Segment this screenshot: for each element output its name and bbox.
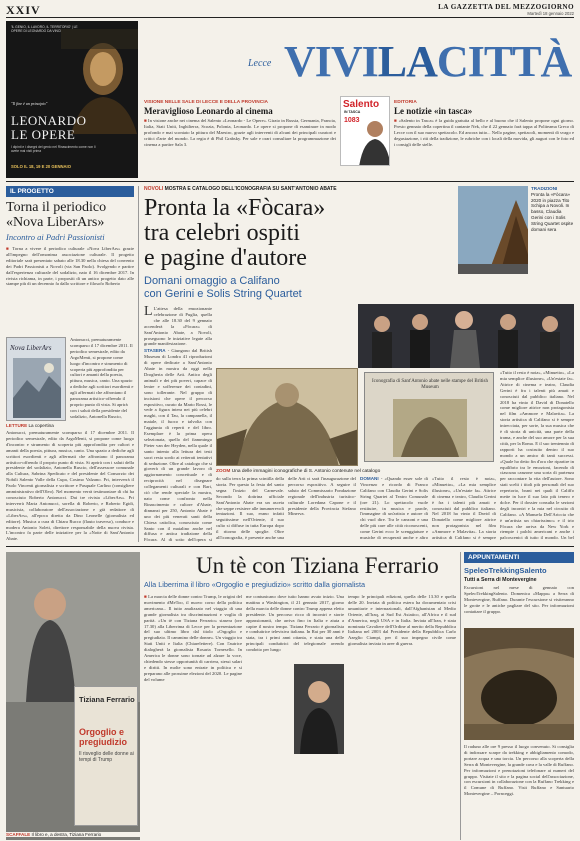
ferrario-portrait-illustration [294,664,344,754]
box-editoria-kicker: EDITORIA [394,100,417,105]
left-body-2: Antonucci, prematuramente scomparso il 17 dicembre 2011. Il periodico semestrale, edito da ArgoMenti, si propone come luogo d'incontro e strumento di scoperta più approfondita per cultori e amanti della poesia, pittura, musica, canto. Una spazio a dediche agli scrittori esordienti e agli affermati che affrontano il panorama artistico-offrendo il proprio punto di vista. Si aprirà con i saluti della presidente del sodalizio, Antonella Ruscio, dell'assessore comunale alla Cultura, Sabrina Spedicato e del presidente del Consorzio dei Nobili Salento Valle della Cupa, Cosimo Valzano. Pri, interverrà il Paolo Vincenti giornalista e scrittore e Pasquale Carlino (consigliere amministrativo dell'Oleo). Nel momento verrà testimoniare di chi ha conosciuto Roberto Antonucci. Dai tre rivista «LiberArs». Pri interverrà Maria Antonucci, sorella di Roberto, e Roberto Egidi, musicista, collaboratore dell'associazione e già redattore di «LiberArs», all'epoca diretta da Dino Leonelle (giornalista ed editore). Musica a cura di Chiara Rucco (flauto traverso), conduce e modera Antonio Soleti, direttore responsabile della nuova rivista. L'incontro fa parte delle iniziative per la «Notte di Sant'Antonio Abate. [6,430,134,542]
liberars-cover [6,337,66,421]
section-city: Lecce [248,58,272,69]
section-title-text: VIVILACITTÀ [284,37,572,86]
catalog-book [364,372,494,462]
ad-small-text: I dipinti e i disegni del genio nel Rinascimento come non li avete mai visti prima [11,145,96,153]
book-title: Orgoglio e pregiudizio [79,727,127,747]
photo-caption: ZOOM Una delle immagini iconografiche di S. Antonio contenute nel catalogo [216,469,381,474]
main-col-3: DOMANI - «Quando esser sole di Vincenzo e ricordo di Franco Califano con Claudia Gerini e Solis String Quartet al Teatro Comunale (ore 21). Lo spettacolo vuole restituire, in musica e parole, l'immagine di un'artista e autore di chi vuol dire. Tra le canzoni e una delle più care alle città riconoscenti, come Gerini ecco le scenggiature e musiche di recuperati anche e altro [360,476,428,541]
appointments-subtitle: Tutti a Serra di Montevergine [464,577,537,583]
singer-photo [359,117,390,166]
main-col-2: do sulla terra la prima scintilla della storia. Per questo la festa del santo segna l'inizio del Carnevale. Secondo la dottrina ufficiale Sant'Antonio Abate era un asceta che seppe resistere alle innumerevoli tentazioni. Il suo, erano infatti seguitissime nell'Oriente, il suo culto si diffuse in tutta Europa dopo il ritorno delle spoglie. Oltre all'iconografia, è presente anche una [216,476,284,541]
book-author: Tiziana Ferrario [79,695,135,704]
date-line: Martedì 18 gennaio 2022 [527,11,574,16]
appointments-label: APPUNTAMENTI [464,552,574,563]
ad-quote: "Il fine è un principio" [11,101,48,106]
main-deck: Domani omaggio a Califano con Gerini e Solis String Quartet [144,275,302,300]
engraving-photo [216,368,358,466]
box-cinema-body: ■ In visione anche nei cinema del Salento «Leonardo - Le Opere». Girato in Russia, Germania, Francia, Italia, Stati Uniti, Inghilterra, Scozia, Polonia, Leonardo. Le opere si propone di esaminare in modo profondo e mai scontato la pittura del Maestro, grazie agli interventi di alcuni dei principali curatori e critici d'arte del mondo. La regia è di Phil Grabsky. Per sale e orari consultare la programmazione dei cinema a partire Sala 3. [144,118,336,147]
box-editoria-headline: Le notizie «in tasca» [394,106,473,116]
liberars-cover-art [13,358,61,418]
gerini-quartet-illustration [358,304,574,368]
gerini-photo [358,304,574,368]
ferrario-col-3: tempo le principali edizioni, quella delle 13.30 e quella delle 20. Inviata di politica estera ha documentato crisi umanitarie e internazionali, dall'Afghanistan al Medio Oriente, all'Iraq, ai Sud Est Asiatico, all'Africa e il sud d'America, negli USA e in Italia. Inviata all'Iran, è stata nominata Cavaliere dell'Ordine al merito della Repubblica Italiana nel 2003 dal Presidente della Repubblica Carlo Azeglio Ciampi, per il suo impegno civile come giornalista inviata in aree di guerra. [348,594,456,647]
ferrario-deck: Alla Liberrima il libro «Orgoglio e pregiudizio» scritto dalla giornalista [144,580,366,589]
leonardo-ad [6,21,138,178]
box-cinema-kicker: VISIONE NELLE SALE DI LECCE E DELLA PROVINCIA [144,100,269,105]
magazine-logo-sub: IN TASCA [344,110,361,114]
magazine-number: 1083 [344,117,360,124]
main-headline: Pronta la «Fòcara» tra celebri ospiti e pagine d'autore [144,195,326,271]
magazine-cover [340,96,390,166]
liberars-cover-title: Nova LiberArs [10,344,52,352]
ferrario-portrait [294,664,344,754]
masthead [6,3,574,17]
book-subtitle: Il risveglio delle donne ai tempi di Trump [79,751,134,763]
middle-divider [6,546,574,547]
ad-title-2: LE OPERE [11,127,76,142]
paper-name: LA GAZZETTA DEL MEZZOGIORNO [438,3,574,11]
masthead-rule [6,17,574,18]
main-col-1: L L'attesa della emozionante celebrazione di Puglia, quella che alle 18.30 del 9 gennaio accenderà la «Fòcara» di Sant'Antonio Abate, a Novoli, proseguono le iniziative legate alla grande manifestazione. STASERA - Giungono dal British Museum di Londra 41 riproduzioni di opere dedicate a Sant'Antonio Abate in mostra da oggi nella Drogheria delle Arti. Antico degli animali e dei più poveri, capace di lenire e sofferenze dei contadini, sono tollerante. Nel gruppo di incisioni che opere il percorso espositivo, curato da Mario Rossi, le vede a figura intera nei più celebri maghi, con il Tau, la campanella, il maiale, il fuoco e talvolta con l'aggiunta di reperti e del libro. Esemplare è la prima opera selezionata, quello del fiammingo Pieter van der Heyden, nella quale il santo intento alla lettura dei testi sacri resta sordo ai reiterati tentativi di seduzione. Oltre al catalogo che si gioverà di un grande lavoro di aggiornamento concettuale e di reciprocità nel disegnare collegamenti culturali e con Bari, ciò che rende speciale la mostra, nato come confronto nella Rinascimento e cultore d'Abate, dinnanzi per 250, Antonio Abate è uno dei più venerati santi della Chiesa cattolica, conosciuto come Santo con il maialino anche nel diffusa e antica tradizione della Fòcara. Al di sotto dell'opera si [144,306,212,542]
main-col-2b: delle Arti ci sarà l'inaugurazione del percorso espositivo. A seguire il saluto del Commissario Fondazione regionale dell'industria turistico-culturale Loredana Capone e il presidente della Provincia Stefano Minerva. [288,476,356,517]
catalog-title: Iconografia di Sant'Antonio abate nelle stampe del British Museum [371,379,488,390]
cave-illustration [464,628,574,740]
saint-anthony-engraving [217,369,358,466]
appointments-body-2: Il raduno alle ore 9 presso il luogo convenuto. Si consiglia di indossare scarpe da trekking e abbigliamento comodo, portare acqua e una torcia. Un percorso alla scoperta della Serra di Montevergine, la grande cava e la valle di Ruffano. Per informazioni e prenotazioni telefonare ai numeri del gruppo. Visitate il sito e la pagina social dell'associazione, con escursioni in collaborazione con la Ruffano Trekking e il Comune di Ruffano. Visit Ruffano e Santuario Montevergine – Pornceggi. [464,744,574,797]
page-number: XXIV [6,3,41,17]
main-col-4: «Tutto il resto è noia», «Minuetto», «La mia semplice illusione», «Un'estate fa». Attrice di cinema e teatro, Claudia Gerini è fra i talenti più amati e conosciuti dal pubblico italiano. Nel 2018 ha vinto il David di Donatello come migliore attrice non protagonista nel film «Ammore e Malavita». La storia artistica di Califano si è sempre intrecciata, per sorte, la sua musica che è di storia di unicità, una parte della trama, e anche del suo amore per la sua città, per la Roma. E il suo trentennio di rapporti ha costruito dentro il suo mondo a un amico di tanti successi. «Quale ho detto fin d'ora che ripartire in equilibrio tra le emozioni, facendo di ciascuna canzone una sorta di partenza per raccontare la vita dell'autore. Sono stati scelti i titoli più personali del suo repertorio, brani nei quali il Califfo mette in luce il suo lato più tenero e dolce. Per il dossier consulta le sezioni degli incontri e la mia nel circuito di Califano. «A Manuela Dell'Ariccia che è un'artista un chiarissimo» e il trio Fòcara che arriva da New York e riempie i palchi americani e anche i palcoscenici di tutto il mondo. Un bel [500,370,574,541]
left-subhead: Incontro ai Padri Passionisti [6,232,105,242]
right-divider [460,552,461,840]
liberars-caption: LETTURE La copertina [6,423,54,428]
catalog-art [393,399,467,457]
ad-date: SOLO IL 18, 19 E 20 GENNAIO [11,164,71,169]
box-cinema-headline: Meraviglioso Leonardo al cinema [144,106,273,116]
main-col-3b: «Tutto il resto è noia», «Minuetto», «La mia semplice illusione», «Un'estate fa». Attrice di cinema e teatro, Claudia Gerini è fra i talenti più amati e conosciuti dal pubblico italiano. Nel 2018 ha vinto il David di Donatello come migliore attrice non protagonista nel film «Ammore e Malavita». La storia artistica di Califano si è sempre [432,476,496,541]
appointments-body: Escursioni nel mese di gennaio con SpeleoTrekkingSalento. Domenica «Mappa» a Serra di Montevergine, Ruffano. Durante l'escursione si visiteranno le grotte e le antiche pagliare del sito. Per informazioni contattare il gruppo. [464,585,574,614]
appointments-title: SpeleoTrekkingSalento [464,566,547,575]
left-body-2-narrow: Antonucci, prematuramente scomparso il 17 dicembre 2011. Il periodico semestrale, edito da ArgoMenti, si propone come luogo d'incontro e strumento di scoperta più approfondita per cultori e amanti della poesia, pittura, musica, canto. Una spazio a dediche agli scrittori esordienti e agli affermati che affrontano il panorama artistico-offrendo il proprio punto di vista. Si aprirà con i saluti della presidente del sodalizio, Antonella Ruscio, [70,337,134,419]
ad-caption-top: 'IL GENIO, IL LAVORO, IL TERRITORIO' | LE OPERE DI LEONARDO DA VINCI [11,25,78,33]
left-divider [138,186,139,542]
left-headline: Torna il periodico «Nova LiberArs» [6,200,107,230]
ferrario-headline: Un tè con Tiziana Ferrario [196,553,439,578]
left-body-1: ■ Torna a vivere il periodico culturale «Nova LiberArs» grazie all'impegno dell'omonima associazione culturale. Il progetto editoriale sarà presentato sabato alle 18.30 nella chiesa del convento dei Padri Passionisti a Novoli (via San Paolo). Svolgendo e partire dall'esperienza culturale del sodalizio, nato il 16 dicembre 2017. In rivista richiama, in parte, i propositi di un antico progetto dato alle stampe più di un decennio fa dallo scrittore e filosofo Roberto [6,246,134,287]
section-title [248,37,578,95]
side-caption: TRADIZIONI Pronta la «Fòcara» 2020 in piazza Tito Schipa a Novoli. In basso, Claudia Gerini con i Solis String Quartet ospite domani sera [528,186,574,274]
main-kicker: NOVOLI MOSTRA E CATALOGO DELL'ICONOGRAFIA SU SANT'ANTONIO ABATE [144,186,337,192]
box-editoria [394,100,574,178]
appointments-photo [464,628,574,740]
top-divider [6,181,574,182]
magazine-logo: Salento [343,99,380,110]
ferrario-col-2: me contunicano dove tutto hanno avuto inizio. Una mattina a Washington, il 21 gennaio 2017, giorno della marcia delle donne contro Trump appena eletto presidente. Un percorso ricco di incontri e storie appassionanti, che arriva fino in Italia e aiuta a capire il nostro tempo. Tiziana Ferrario è giornalista e conduttrice televisiva italiana. In Rai per 30 anni è stata, tra i primi anni ottanta, e stata una delle principali conduttrici del telegiornale avendo condotto per lungo [246,594,344,653]
box-cinema [144,100,336,178]
ferrario-caption: SCAFFALE Il libro e, a destra, Tiziana Ferrario [6,832,140,837]
ferrario-book [74,686,138,826]
box-editoria-body: ■ «Salento in Tasca» è la guida gratuita al bello e al buono che il Salento propone ogni giorno. Presto gennaio della copertina il cantante Nek, che il 22 gennaio farà tappa al Politeama Greco di Lecce con il suo nuovo spettacolo. Ed ancora tutto... Nello pagine, spettacoli, momenti di svago e degustazione, i riti della tradizione, le rubriche con i locali della movida, gli auguri con le foto ed i consigli delle stelle. [394,118,574,147]
left-section-label: IL PROGETTO [6,186,134,197]
ad-title-1: LEONARDO [11,113,87,128]
ferrario-col-1: ■ La marcia delle donne contro Trump, le origini del movimento #MeToo, il nuovo corso della politica americana... Il tutto analizzato nel viaggio di una grande giornalista tra discriminazioni e voglia di parità. «Un tè con Tiziana Ferrario» stasera (ore 17.30) alla Liberrima di Lecce per la presentazione del suo ultimo libro dal titolo «Orgoglio e pregiudizio. Il cammino delle donne». Un viaggio tra Stati Uniti e Italia (Chiarelettere). Con l'autrice dialogherà la giornalista Rosaria Tornesello. In America le donne sono tornate ad alzare la voce, chiedendo stesse opportunità di carriera, stessi salari e diritti. In molte sono entrate in politica e si preparano alle prossime elezioni del 2020. Le pagine del volume [144,594,242,682]
